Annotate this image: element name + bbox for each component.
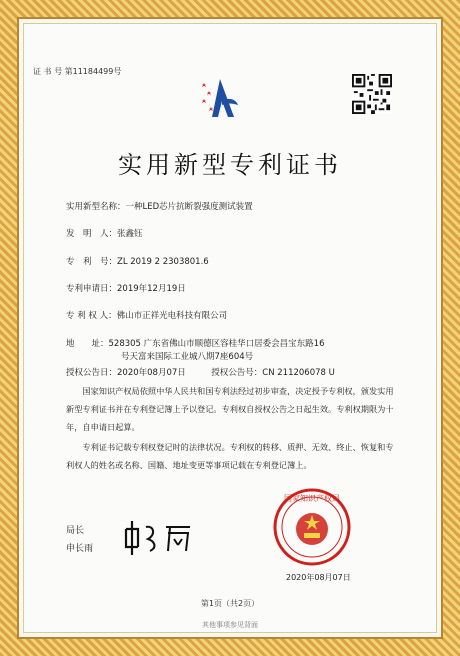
certificate-number: 证 书 号 第11184499号	[33, 67, 122, 76]
cnipa-logo-icon	[198, 75, 244, 121]
legal-paragraph-1: 国家知识产权局依照中华人民共和国专利法经过初步审查，决定授予专利权，颁发实用新型专利证书并在专利登记簿上予以登记。专利权自授权公告之日起生效。专利权期限为十年，自申请日起算。	[66, 386, 394, 432]
certificate-title: 实用新型专利证书	[118, 151, 342, 179]
field-inventor: 发 明 人：张鑫钰	[66, 229, 143, 239]
signatory-title: 局长	[66, 526, 85, 536]
svg-text:国家知识产权局: 国家知识产权局	[284, 494, 340, 503]
page-footer-note: 其他事项参见背面	[202, 621, 258, 629]
field-utility-name: 实用新型名称：一种LED芯片抗断裂强度测试装置	[66, 202, 253, 212]
seal-date: 2020年08月07日	[286, 573, 351, 582]
official-seal	[272, 487, 352, 567]
field-address-line2: 号天富来国际工业城八期7座604号	[121, 352, 254, 362]
field-patentee: 专 利 权 人：佛山市正祥光电科技有限公司	[66, 311, 228, 321]
legal-paragraph-2: 专利证书记载专利权登记时的法律状况。专利权的转移、质押、无效、终止、恢复和专利权人的姓名或名称、国籍、地址变更等事项记载在专利登记簿上。	[66, 442, 394, 470]
field-patent-number: 专 利 号：ZL 2019 2 2303801.6	[66, 257, 209, 267]
grant-announcement: 授权公告日：2020年08月07日 授权公告号：CN 211206078 U	[66, 368, 335, 378]
qr-code-icon	[352, 74, 392, 114]
page-footer: 第1页（共2页）	[200, 599, 260, 608]
handwritten-signature	[120, 517, 200, 557]
field-address: 地 址：528305 广东省佛山市顺德区容桂华口居委会昌宝东路16	[66, 339, 325, 349]
signatory-name: 申长雨	[66, 544, 94, 554]
field-filing-date: 专利申请日：2019年12月19日	[66, 284, 186, 294]
